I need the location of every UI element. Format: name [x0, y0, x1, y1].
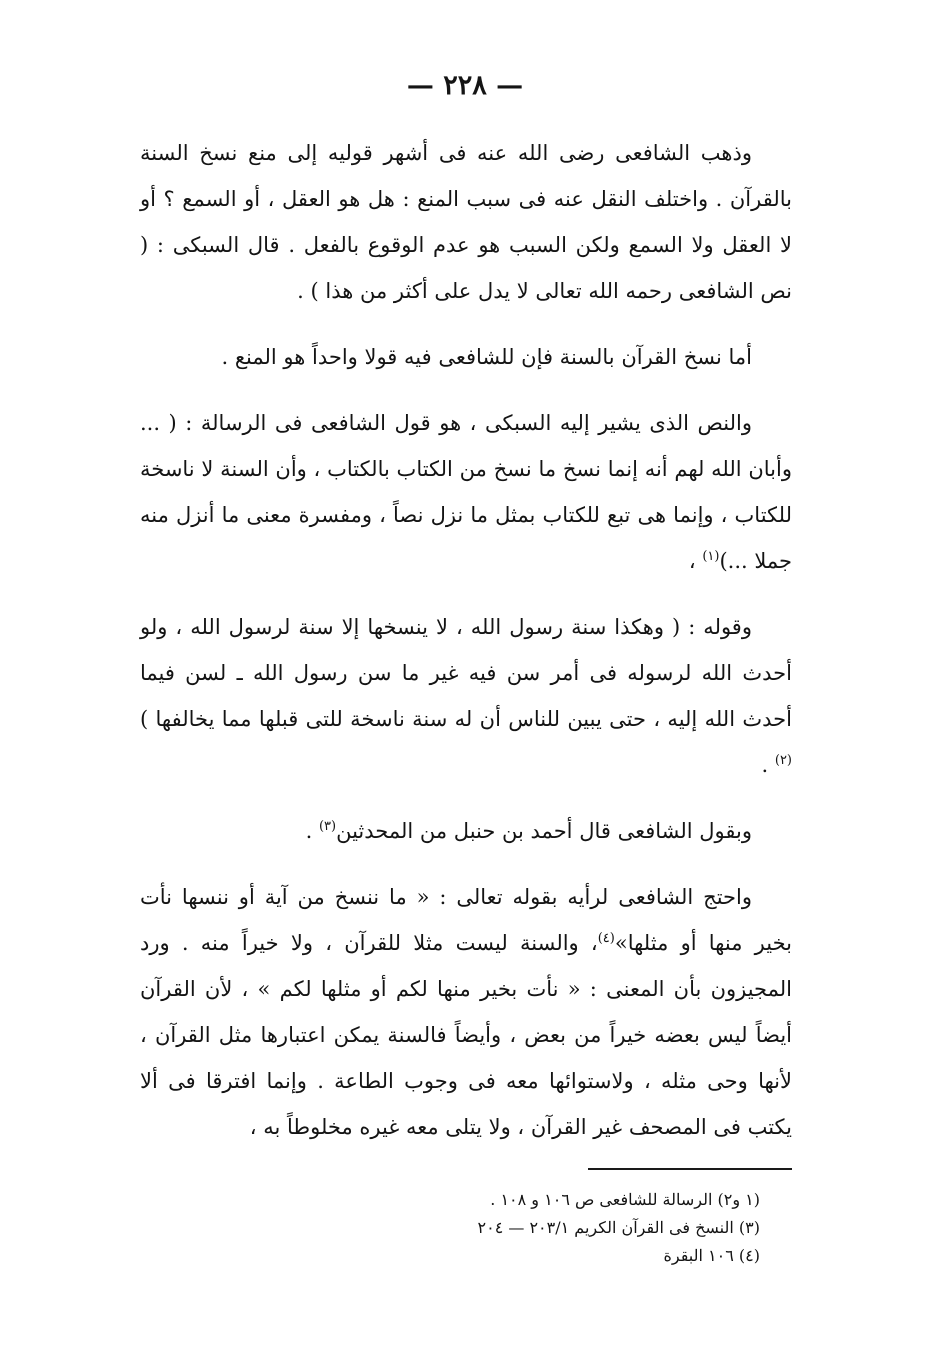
- punctuation: .: [305, 819, 319, 843]
- risala-quote-text: والنص الذى يشير إليه السبكى ، هو قول الشافعى فى الرسالة : ( ... وأبان الله لهم أنه إنما نسخ ما نسخ من الكتاب بالكتاب ، وأن السنة لا ناسخة للكتاب ، وإنما هى تبع للكتاب بمثل ما نزل نصاً ، ومفسرة معنى ما أنزل منه جملا ...): [140, 411, 792, 573]
- argument-text-b: ، والسنة ليست مثلا للقرآن ، ولا خيراً منه . ورد المجيزون بأن المعنى : « نأت بخير منها لكم أو مثلها لكم » ، لأن القرآن أيضاً ليس بعضه خيراً من بعض ، وأيضاً فالسنة يمكن اعتبارها مثل القرآن ، لأنها وحى مثله ، ولاستوائها معه فى وجوب الطاعة . وإنما افترقا فى ألا يكتب فى المصحف غير القرآن ، ولا يتلى معه غيره مخلوطاً به ،: [140, 931, 792, 1139]
- footnote-4: (٤) ١٠٦ البقرة: [663, 1246, 760, 1265]
- footnote-marker-1: (١): [702, 549, 720, 564]
- page-number: — ٢٢٨ —: [406, 70, 524, 101]
- paragraph-quran-by-sunnah: أما نسخ القرآن بالسنة فإن للشافعى فيه قولا واحداً هو المنع .: [221, 345, 752, 369]
- footnote-divider: [588, 1168, 792, 1170]
- ahmad-text: وبقول الشافعى قال أحمد بن حنبل من المحدثين: [336, 819, 752, 843]
- footnote-marker-4: (٤): [597, 931, 615, 946]
- footnotes: [300, 1186, 760, 1270]
- paragraph-argument: [140, 874, 792, 1150]
- paragraph-second-quote: [140, 604, 792, 788]
- punctuation: ،: [688, 549, 703, 573]
- punctuation: .: [761, 753, 775, 777]
- footnote-3: (٣) النسخ فى القرآن الكريم ٢٠٣/١ — ٢٠٤: [477, 1218, 760, 1237]
- second-quote-text: وقوله : ( وهكذا سنة رسول الله ، لا ينسخها إلا سنة لرسول الله ، ولو أحدث الله لرسوله فى أمر سن فيه غير ما سن رسول الله ـ لسن فيما أحدث الله إليه ، حتى يبين للناس أن له سنة ناسخة للتى قبلها مما يخالفها ): [140, 615, 792, 731]
- footnote-marker-2: (٢): [774, 753, 792, 768]
- paragraph-shafii-opinion: وذهب الشافعى رضى الله عنه فى أشهر قوليه إلى منع نسخ السنة بالقرآن . واختلف النقل عنه فى سبب المنع : هل هو العقل ، أو السمع ؟ أو لا العقل ولا السمع ولكن السبب هو عدم الوقوع بالفعل . قال السبكى : ( نص الشافعى رحمه الله تعالى لا يدل على أكثر من هذا ) .: [140, 141, 792, 303]
- paragraph-ahmad: [140, 808, 792, 854]
- paragraph-risala-quote: [140, 400, 792, 584]
- argument-text-a: واحتج الشافعى لرأيه بقوله تعالى : « ما ننسخ من آية أو ننسها نأت بخير منها أو مثلها»: [140, 885, 793, 955]
- footnote-1-2: (١ و٢) الرسالة للشافعى ص ١٠٦ و ١٠٨ .: [490, 1190, 760, 1209]
- body-text: [140, 130, 792, 1150]
- footnote-marker-3: (٣): [318, 819, 337, 834]
